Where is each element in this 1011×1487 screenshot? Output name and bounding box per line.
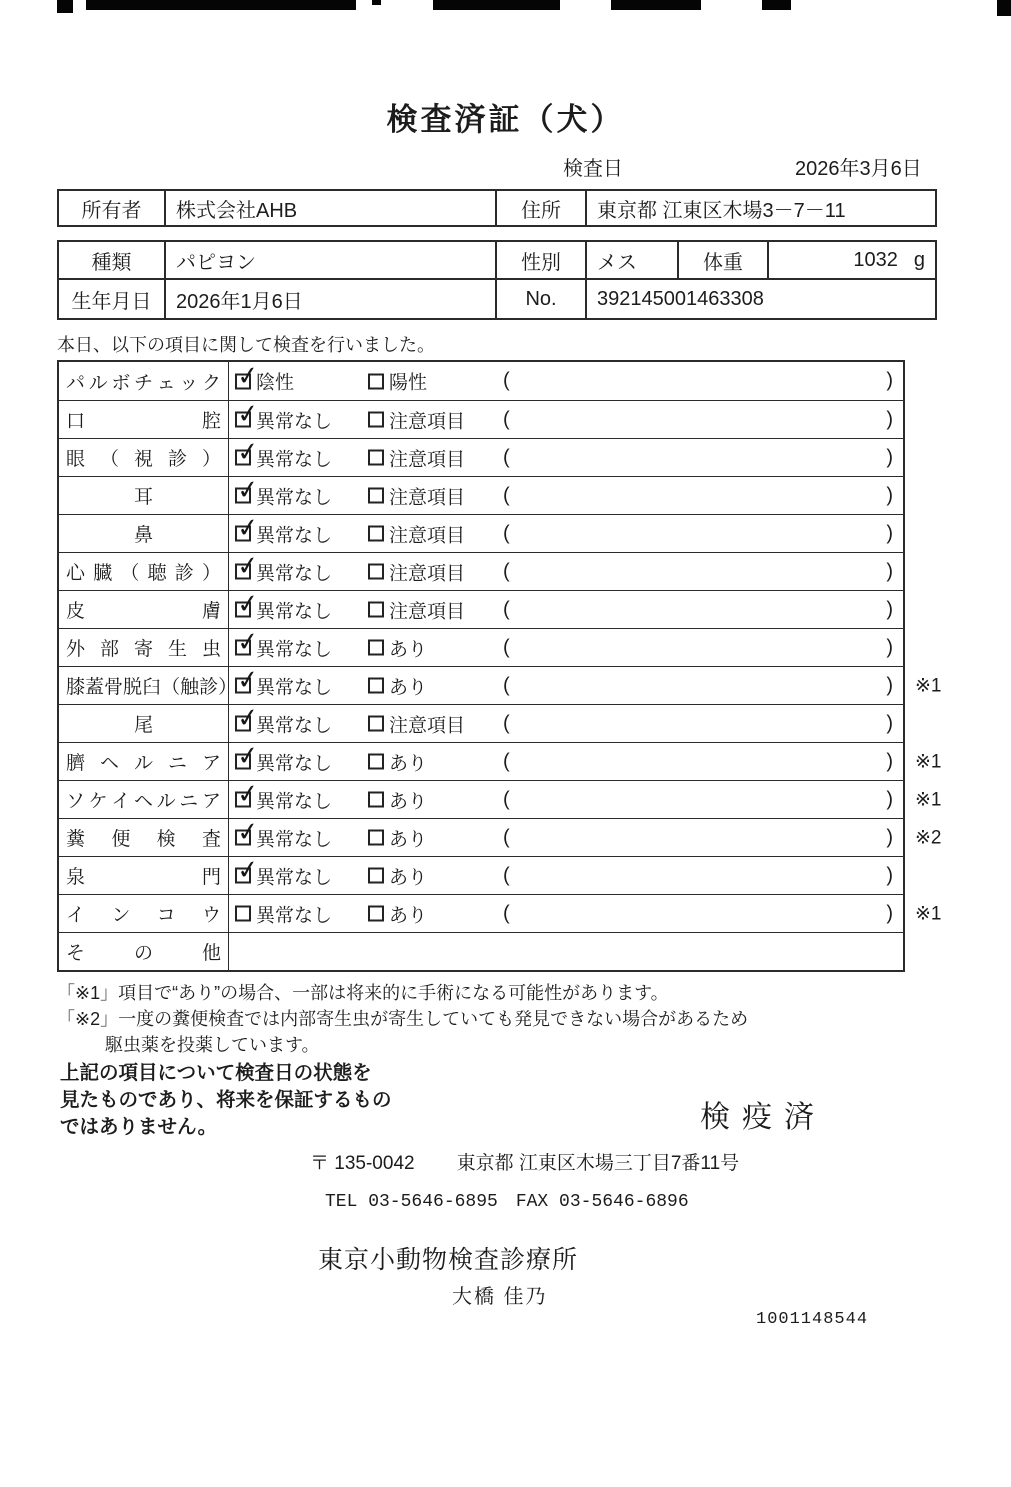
option-label: 注意項目	[389, 411, 466, 432]
footnote-ref: ※1	[915, 789, 942, 810]
paren-open: (	[503, 902, 510, 924]
paren-open: (	[503, 522, 510, 544]
option-label: 陽性	[389, 372, 428, 394]
option-label: 異常なし	[256, 639, 333, 660]
paren-close: )	[886, 369, 893, 392]
checklist-row-body	[229, 473, 903, 514]
checkbox[interactable]	[235, 701, 261, 734]
checklist-item-label: 耳	[59, 477, 229, 514]
number-value-cell: 392145001463308	[585, 280, 935, 318]
option-2	[368, 520, 465, 547]
weight-unit: g	[913, 248, 925, 271]
checkmark-icon: ✓	[235, 358, 261, 392]
checklist-row-body	[229, 663, 903, 704]
owner-label-cell: 所有者	[81, 199, 142, 222]
checklist-item-label: イ ン コ ウ	[59, 895, 229, 932]
inspection-date-label: 検査日	[563, 158, 623, 180]
checklist-row	[59, 894, 942, 932]
checkbox[interactable]	[235, 663, 261, 696]
checkbox[interactable]	[235, 777, 261, 810]
paren-open: (	[503, 369, 510, 392]
checklist-row-body	[229, 358, 903, 400]
checklist-table	[57, 358, 942, 972]
checkmark-icon: ✓	[235, 815, 261, 848]
footnote-ref: ※1	[915, 675, 942, 696]
checkbox[interactable]	[235, 739, 261, 772]
birthdate-value-cell: 2026年1月6日	[164, 280, 495, 318]
checkmark-icon: ✓	[235, 511, 261, 544]
checklist-row-body	[229, 587, 903, 628]
checklist-row	[59, 663, 942, 704]
paren-close: )	[886, 522, 893, 544]
scan-artifact	[762, 0, 791, 10]
checklist-row-body	[229, 549, 903, 590]
checkbox[interactable]	[235, 358, 261, 392]
option-2	[368, 672, 427, 699]
paren-close: )	[886, 864, 893, 886]
paren-close: )	[886, 636, 893, 658]
footnote-ref: ※1	[915, 903, 942, 924]
sex-value-cell: メス	[585, 242, 677, 278]
option-2	[368, 634, 427, 661]
checkbox[interactable]	[368, 906, 384, 922]
option-label: あり	[389, 677, 428, 698]
option-label: 異常なし	[256, 829, 333, 850]
checklist-row	[59, 625, 903, 666]
checkbox[interactable]	[235, 625, 261, 658]
checkbox[interactable]	[235, 853, 261, 886]
option-label: 異常なし	[256, 677, 333, 698]
paren-open: (	[503, 826, 510, 848]
checkbox[interactable]	[235, 473, 261, 506]
option-2	[368, 900, 427, 927]
checkmark-icon: ✓	[235, 701, 261, 734]
checkbox[interactable]	[235, 906, 251, 922]
checkmark-icon: ✓	[235, 625, 261, 658]
tel-fax-line	[325, 1192, 689, 1212]
option-label: 注意項目	[389, 563, 466, 584]
paren-close: )	[886, 484, 893, 506]
option-1	[235, 777, 333, 813]
checkbox[interactable]	[235, 511, 261, 544]
option-2	[368, 406, 465, 433]
checklist-row-body	[229, 511, 903, 552]
checkbox[interactable]	[368, 526, 384, 542]
postal-address-line	[310, 1148, 739, 1175]
checkbox[interactable]	[368, 373, 384, 389]
checkbox[interactable]	[368, 868, 384, 884]
option-2	[368, 748, 427, 775]
checkbox[interactable]	[368, 412, 384, 428]
option-1	[235, 625, 333, 661]
inspection-date-line	[563, 152, 922, 181]
paren-close: )	[886, 788, 893, 810]
checklist-row-body	[229, 853, 903, 894]
birthdate-label-cell: 生年月日	[71, 290, 152, 313]
paren-open: (	[503, 446, 510, 468]
checkbox[interactable]	[368, 792, 384, 808]
checklist-row-body	[229, 933, 903, 970]
checklist-item-label: 鼻	[59, 515, 229, 552]
option-1	[235, 397, 333, 433]
tel-number: TEL 03-5646-6895	[325, 1192, 498, 1212]
checkbox[interactable]	[368, 754, 384, 770]
checklist-row-body	[229, 895, 903, 932]
option-label: 異常なし	[256, 601, 333, 622]
address-value-cell: 東京都 江東区木場3－7－11	[585, 191, 935, 225]
scan-artifact	[997, 0, 1011, 16]
paren-close: )	[886, 408, 893, 430]
option-1	[235, 739, 333, 775]
option-1	[235, 701, 333, 737]
option-label: あり	[389, 791, 428, 812]
checkbox[interactable]	[235, 435, 261, 468]
footnote-ref: ※1	[915, 751, 942, 772]
checkbox[interactable]	[235, 815, 261, 848]
checklist-row	[59, 549, 903, 590]
option-label: 異常なし	[256, 563, 333, 584]
paren-open: (	[503, 674, 510, 696]
checklist-row-body	[229, 777, 903, 818]
checklist-row	[59, 701, 903, 742]
breed-label-cell: 種類	[91, 251, 132, 274]
option-1	[235, 815, 333, 851]
checklist-row-body	[229, 625, 903, 666]
checklist-item-label: 尾	[59, 705, 229, 742]
weight-label-cell: 体重	[677, 242, 767, 278]
owner-table	[57, 189, 937, 227]
fax-number: FAX 03-5646-6896	[515, 1192, 689, 1212]
paren-open: (	[503, 636, 510, 658]
checkbox[interactable]	[235, 397, 261, 430]
footnotes	[57, 980, 748, 1058]
checklist-item-label: ソ ケ イ ヘ ル ニ ア	[59, 781, 229, 818]
paren-close: )	[886, 750, 893, 772]
checklist-item-label: 外 部 寄 生 虫	[59, 629, 229, 666]
address-label-cell: 住所	[495, 191, 585, 225]
checkbox[interactable]	[368, 640, 384, 656]
paren-open: (	[503, 484, 510, 506]
footnote-1: 「※1」項目で“あり”の場合、一部は将来的に手術になる可能性があります。	[57, 983, 669, 1003]
disclaimer-line-1: 上記の項目について検査日の状態を	[60, 1062, 372, 1084]
paren-close: )	[886, 674, 893, 696]
paren-open: (	[503, 408, 510, 430]
checklist-row	[59, 511, 903, 552]
checkmark-icon: ✓	[235, 473, 261, 506]
disclaimer-line-2: 見たものであり、将来を保証するもの	[60, 1089, 392, 1111]
option-2	[368, 710, 465, 737]
option-1	[235, 511, 333, 547]
serial-number: 1001148544	[756, 1310, 869, 1329]
option-2	[368, 368, 427, 395]
checklist-row	[59, 853, 903, 894]
quarantine-stamp-text: 検疫済	[700, 1101, 826, 1134]
number-label-cell: No.	[495, 280, 585, 318]
option-label: 陰性	[256, 372, 295, 394]
paren-close: )	[886, 560, 893, 582]
option-label: 注意項目	[389, 449, 466, 470]
footnote-2-line-2: 駆虫薬を投薬しています。	[105, 1035, 320, 1055]
checkmark-icon: ✓	[235, 663, 261, 696]
footnote-2-line-1: 「※2」一度の糞便検査では内部寄生虫が寄生していても発見できない場合があるため	[57, 1009, 749, 1029]
checklist-row-body	[229, 397, 903, 438]
clinic-name: 東京小動物検査診療所	[318, 1246, 579, 1274]
pet-table-row-2	[57, 280, 937, 320]
option-label: 注意項目	[389, 715, 466, 736]
paren-open: (	[503, 750, 510, 772]
checklist-item-label: 眼 （ 視 診 ）	[59, 439, 229, 476]
checkmark-icon: ✓	[235, 739, 261, 772]
checklist-row-body	[229, 701, 903, 742]
option-1	[235, 853, 333, 889]
checklist-row-body	[229, 815, 903, 856]
option-label: あり	[389, 639, 428, 660]
checklist-row	[59, 739, 942, 780]
checklist-item-label: 泉 門	[59, 857, 229, 894]
disclaimer-line-3: ではありません。	[60, 1116, 218, 1138]
checklist-item-label: 膝 蓋 骨 脱 臼 （ 触 診 ）	[59, 667, 229, 704]
option-2	[368, 824, 427, 851]
checklist-item-label: 皮 膚	[59, 591, 229, 628]
option-1	[235, 663, 333, 699]
inspection-date-value: 2026年3月6日	[795, 158, 922, 180]
checklist-row	[59, 358, 903, 400]
intro-text: 本日、以下の項目に関して検査を行いました。	[57, 335, 435, 355]
option-1	[235, 549, 333, 585]
paren-open: (	[503, 864, 510, 886]
checklist-row	[59, 473, 903, 514]
checklist-item-label: 糞 便 検 査	[59, 819, 229, 856]
option-label: 異常なし	[256, 449, 333, 470]
checklist-row	[59, 435, 903, 476]
pet-table-row-1	[57, 240, 937, 280]
checkmark-icon: ✓	[235, 853, 261, 886]
paren-close: )	[886, 446, 893, 468]
paren-open: (	[503, 598, 510, 620]
paren-close: )	[886, 826, 893, 848]
checkbox[interactable]	[368, 488, 384, 504]
checklist-row	[59, 815, 942, 856]
checkbox[interactable]	[235, 587, 261, 620]
checkmark-icon: ✓	[235, 587, 261, 620]
checkbox[interactable]	[368, 450, 384, 466]
option-label: あり	[389, 905, 428, 926]
option-2	[368, 596, 465, 623]
checkbox[interactable]	[368, 602, 384, 618]
paren-open: (	[503, 788, 510, 810]
option-label: 異常なし	[256, 905, 333, 926]
checkbox[interactable]	[368, 716, 384, 732]
page-title: 検査済証（犬）	[386, 102, 625, 137]
clinic-address: 東京都 江東区木場三丁目7番11号	[456, 1153, 740, 1174]
sex-label-cell: 性別	[495, 242, 585, 278]
option-label: あり	[389, 753, 428, 774]
option-2	[368, 558, 465, 585]
paren-close: )	[886, 902, 893, 924]
weight-value: 1032	[853, 248, 898, 271]
checklist-row-body	[229, 435, 903, 476]
option-label: 異常なし	[256, 487, 333, 508]
option-label: あり	[389, 867, 428, 888]
option-2	[368, 786, 427, 813]
option-1	[235, 435, 333, 471]
checklist-item-label: 口 腔	[59, 401, 229, 438]
postal-code: 〒 135-0042	[310, 1153, 415, 1174]
scan-artifact	[433, 0, 560, 10]
checklist-row	[59, 397, 903, 438]
signer-name: 大橋 佳乃	[452, 1286, 548, 1308]
option-label: 異常なし	[256, 715, 333, 736]
paren-open: (	[503, 560, 510, 582]
option-label: 注意項目	[389, 525, 466, 546]
option-1	[235, 473, 333, 509]
paren-close: )	[886, 712, 893, 734]
option-1	[235, 900, 332, 927]
scan-artifact	[57, 0, 73, 13]
scan-artifact	[372, 0, 381, 5]
scan-artifact	[86, 0, 356, 10]
option-1	[235, 587, 333, 623]
option-label: 異常なし	[256, 791, 333, 812]
scan-artifact	[611, 0, 701, 10]
option-label: 注意項目	[389, 487, 466, 508]
checklist-row-body	[229, 739, 903, 780]
paren-open: (	[503, 712, 510, 734]
option-label: 異常なし	[256, 411, 333, 432]
checklist-item-label: パ ル ボ チ ェ ッ ク	[59, 362, 229, 400]
option-2	[368, 862, 427, 889]
disclaimer	[60, 1060, 392, 1141]
checklist-row	[59, 777, 942, 818]
checkmark-icon: ✓	[235, 397, 261, 430]
option-label: 注意項目	[389, 601, 466, 622]
checkmark-icon: ✓	[235, 435, 261, 468]
checkbox[interactable]	[368, 564, 384, 580]
option-2	[368, 444, 465, 471]
checkbox[interactable]	[235, 549, 261, 582]
checklist-row	[59, 587, 903, 628]
checkbox[interactable]	[368, 678, 384, 694]
option-1	[235, 358, 295, 395]
footnote-ref: ※2	[915, 827, 942, 848]
option-label: 異常なし	[256, 753, 333, 774]
owner-value-cell: 株式会社AHB	[164, 191, 495, 225]
option-2	[368, 482, 465, 509]
paren-close: )	[886, 598, 893, 620]
checkmark-icon: ✓	[235, 549, 261, 582]
option-label: 異常なし	[256, 525, 333, 546]
weight-value-cell	[767, 242, 935, 278]
checkmark-icon: ✓	[235, 777, 261, 810]
checklist-item-label: そ の 他	[59, 933, 229, 970]
pet-table	[57, 240, 937, 320]
option-label: あり	[389, 829, 428, 850]
checkbox[interactable]	[368, 830, 384, 846]
breed-value-cell: パピヨン	[164, 242, 495, 278]
checklist-item-label: 臍 ヘ ル ニ ア	[59, 743, 229, 780]
checklist-item-label: 心 臓 （ 聴 診 ）	[59, 553, 229, 590]
checklist-row	[59, 932, 903, 970]
option-label: 異常なし	[256, 867, 333, 888]
